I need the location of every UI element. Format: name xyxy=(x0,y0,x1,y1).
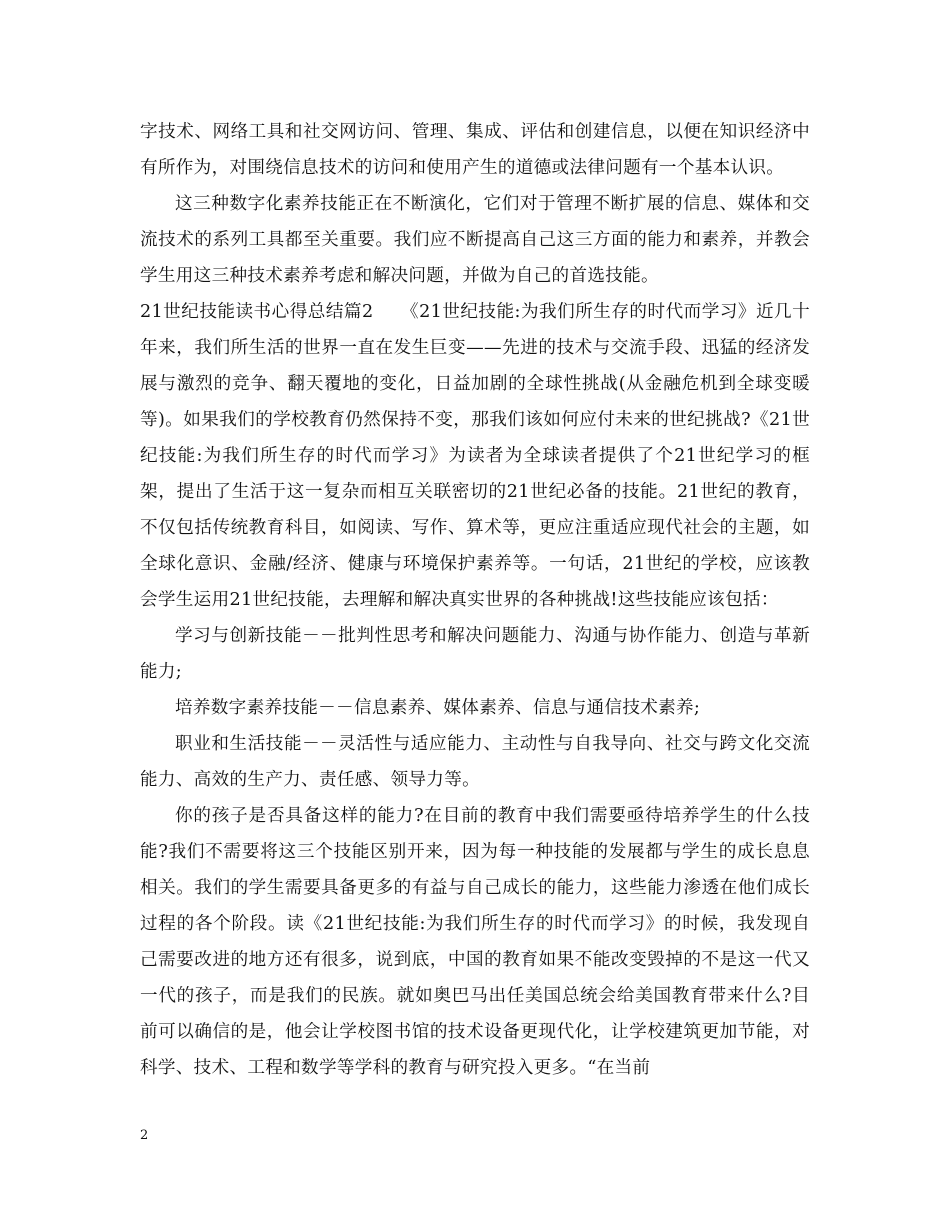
paragraph: 你的孩子是否具备这样的能力?在目前的教育中我们需要亟待培养学生的什么技能?我们不需要将这三个技能区别开来，因为每一种技能的发展都与学生的成长息息相关。我们的学生需要具备更多的有益与自己成长的能力，这些能力渗透在他们成长过程的各个阶段。读《21世纪技能:为我们所生存的时代而学习》的时候，我发现自己需要改进的地方还有很多，说到底，中国的教育如果不能改变毁掉的不是这一代又一代的孩子，而是我们的民族。就如奥巴马出任美国总统会给美国教育带来什么?目前可以确信的是，他会让学校图书馆的技术设备更现代化，让学校建筑更加节能，对科学、技术、工程和数学等学科的教育与研究投入更多。“在当前 xyxy=(140,806,810,1078)
paragraph: 这三种数字化素养技能正在不断演化，它们对于管理不断扩展的信息、媒体和交流技术的系列工具都至关重要。我们应不断提高自己这三方面的能力和素养，并教会学生用这三种技术素养考虑和解决问题，并做为自己的首选技能。 xyxy=(140,194,810,286)
page-number: 2 xyxy=(140,1128,149,1143)
paragraph: 21世纪技能读书心得总结篇2 《21世纪技能:为我们所生存的时代而学习》近几十年来，我们所生活的世界一直在发生巨变——先进的技术与交流手段、迅猛的经济发展与激烈的竞争、翻天覆地的变化，日益加剧的全球性挑战(从金融危机到全球变暖等)。如果我们的学校教育仍然保持不变，那我们该如何应付未来的世纪挑战?《21世纪技能:为我们所生存的时代而学习》为读者为全球读者提供了个21世纪学习的框架，提出了生活于这一复杂而相互关联密切的21世纪必备的技能。21世纪的教育，不仅包括传统教育科目，如阅读、写作、算术等，更应注重适应现代社会的主题，如全球化意识、金融/经济、健康与环境保护素养等。一句话，21世纪的学校，应该教会学生运用21世纪技能，去理解和解决真实世界的各种挑战!这些技能应该包括： xyxy=(140,302,810,610)
paragraph: 字技术、网络工具和社交网访问、管理、集成、评估和创建信息，以便在知识经济中有所作为，对围绕信息技术的访问和使用产生的道德或法律问题有一个基本认识。 xyxy=(140,122,810,178)
document-body xyxy=(140,114,810,1086)
paragraph: 职业和生活技能－－灵活性与适应能力、主动性与自我导向、社交与跨文化交流能力、高效的生产力、责任感、领导力等。 xyxy=(140,734,810,790)
paragraph: 培养数字素养技能－－信息素养、媒体素养、信息与通信技术素养; xyxy=(175,698,701,718)
paragraph: 学习与创新技能－－批判性思考和解决问题能力、沟通与协作能力、创造与革新能力; xyxy=(140,626,810,682)
